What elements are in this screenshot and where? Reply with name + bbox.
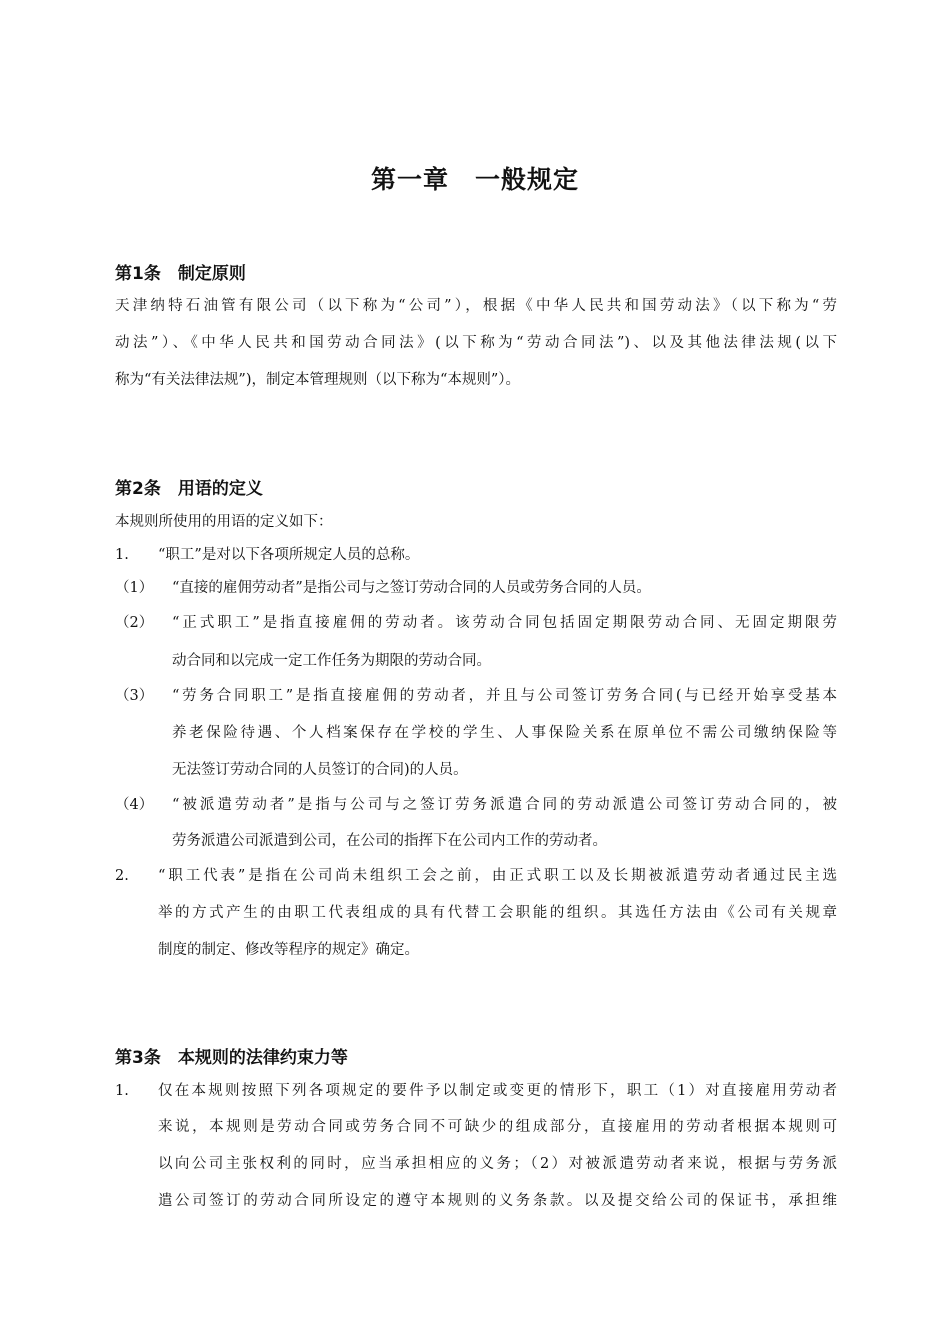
article-3-item-1-line-4: 遣公司签订的劳动合同所设定的遵守本规则的义务条款。以及提交给公司的保证书，承担维 [158,1193,837,1209]
article-2-sub-2-line-2: 动合同和以完成一定工作任务为期限的劳动合同。 [172,653,491,669]
article-2-item-2-line-3: 制度的制定、修改等程序的规定》确定。 [158,942,419,958]
article-1-line-1: 天津纳特石油管有限公司（以下称为“公司”），根据《中华人民共和国劳动法》（以下称为“劳 [115,298,837,314]
article-1-line-2: 动法”）、《中华人民共和国劳动合同法》(以下称为“劳动合同法”)、以及其他法律法规(以下 [115,335,837,351]
article-3-item-1-line-3: 以向公司主张权利的同时，应当承担相应的义务；（2）对被派遣劳动者来说，根据与劳务派 [158,1156,837,1172]
article-2-sub-2-line-1: “正式职工”是指直接雇佣的劳动者。该劳动合同包括固定期限劳动合同、无固定期限劳 [172,615,837,631]
article-3-item-1-number: 1. [115,1083,129,1099]
article-2-sub-4-number: （4） [115,797,154,813]
article-2-sub-1-line-1: “直接的雇佣劳动者”是指公司与之签订劳动合同的人员或劳务合同的人员。 [172,580,651,596]
article-2-item-2-line-1: “职工代表”是指在公司尚未组织工会之前，由正式职工以及长期被派遣劳动者通过民主选 [158,868,837,884]
article-2-sub-3-line-1: “劳务合同职工”是指直接雇佣的劳动者，并且与公司签订劳务合同(与已经开始享受基本 [172,688,837,704]
article-1-heading: 第1条 制定原则 [115,264,246,284]
article-2-item-2-line-2: 举的方式产生的由职工代表组成的具有代替工会职能的组织。其选任方法由《公司有关规章 [158,905,837,921]
article-2-sub-3-line-2: 养老保险待遇、个人档案保存在学校的学生、人事保险关系在原单位不需公司缴纳保险等 [172,725,837,741]
article-2-sub-4-line-1: “被派遣劳动者”是指与公司与之签订劳务派遣合同的劳动派遣公司签订劳动合同的，被 [172,797,837,813]
article-2-sub-3-number: （3） [115,688,154,704]
article-2-item-2-number: 2. [115,868,129,884]
article-2-heading: 第2条 用语的定义 [115,479,263,499]
article-1-line-3: 称为“有关法律法规”)，制定本管理规则（以下称为“本规则”）。 [115,372,521,388]
chapter-title: 第一章 一般规定 [370,165,579,194]
article-2-intro: 本规则所使用的用语的定义如下： [115,514,333,530]
article-3-item-1-line-1: 仅在本规则按照下列各项规定的要件予以制定或变更的情形下，职工（1）对直接雇用劳动者 [158,1083,837,1099]
article-3-heading: 第3条 本规则的法律约束力等 [115,1048,348,1068]
article-2-sub-3-line-3: 无法签订劳动合同的人员签订的合同)的人员。 [172,762,468,778]
article-2-sub-1-number: （1） [115,580,154,596]
article-2-item-1-number: 1. [115,547,129,563]
article-2-sub-2-number: （2） [115,615,154,631]
article-3-item-1-line-2: 来说，本规则是劳动合同或劳务合同不可缺少的组成部分，直接雇用的劳动者根据本规则可 [158,1119,837,1135]
article-2-sub-4-line-2: 劳务派遣公司派遣到公司，在公司的指挥下在公司内工作的劳动者。 [172,833,607,849]
article-2-item-1-text: “职工”是对以下各项所规定人员的总称。 [158,547,420,563]
